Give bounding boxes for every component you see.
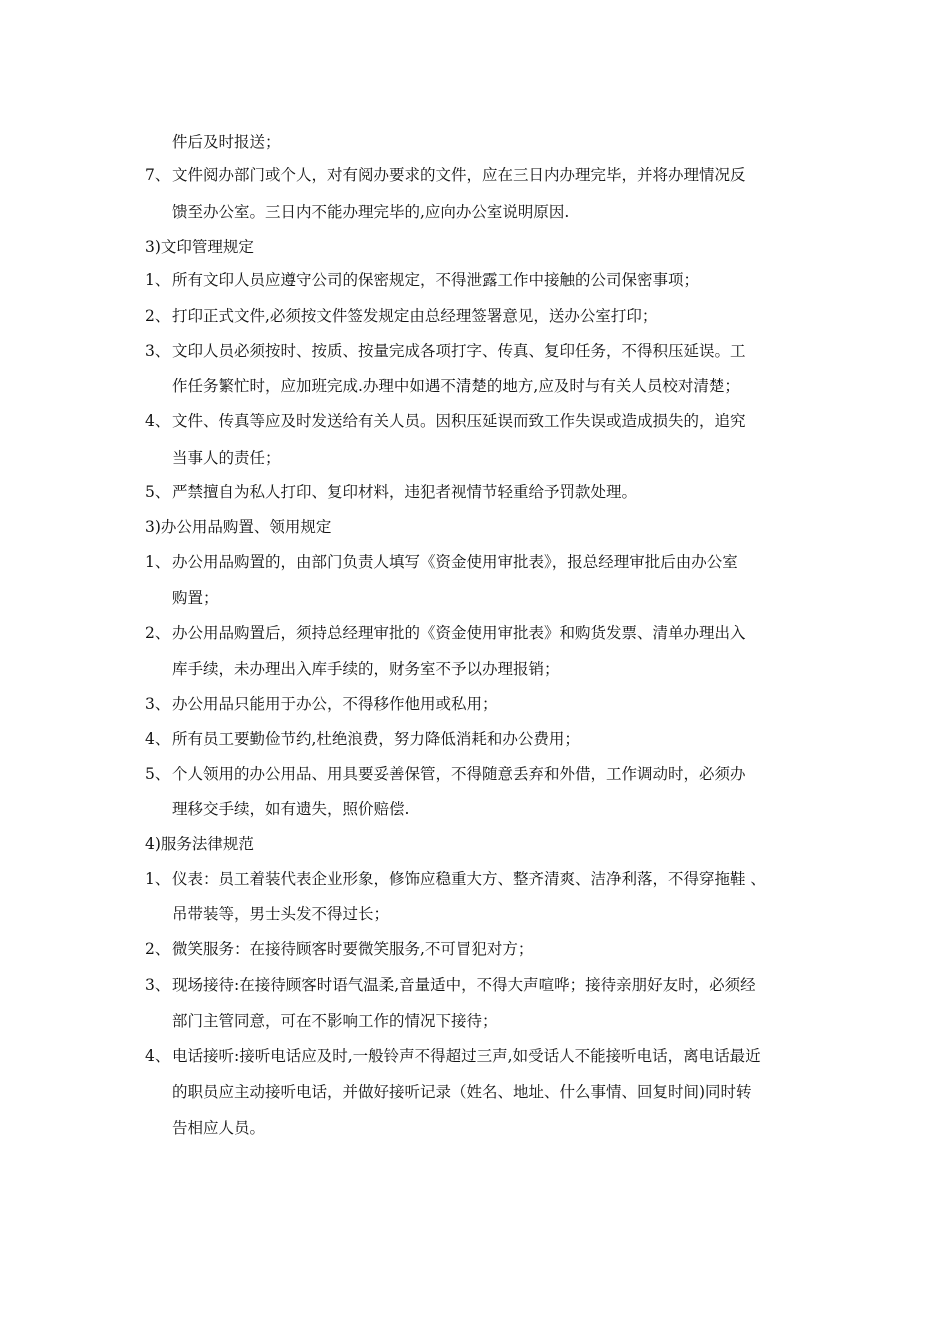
- list-number: 3、: [145, 342, 171, 360]
- paragraph-line: 部门主管同意，可在不影响工作的情况下接待；: [172, 1012, 498, 1030]
- paragraph-line: 作任务繁忙时，应加班完成.办理中如遇不清楚的地方,应及时与有关人员校对清楚；: [172, 377, 740, 395]
- paragraph-line: 仪表：员工着装代表企业形象，修饰应稳重大方、整齐清爽、洁净利落，不得穿拖鞋 、: [172, 870, 766, 888]
- paragraph-line: 库手续，未办理出入库手续的，财务室不予以办理报销；: [172, 660, 560, 678]
- paragraph-line: 所有文印人员应遵守公司的保密规定，不得泄露工作中接触的公司保密事项；: [172, 271, 700, 289]
- list-number: 3、: [145, 695, 171, 713]
- list-number: 2、: [145, 307, 171, 325]
- paragraph-line: 办公用品只能用于办公，不得移作他用或私用；: [172, 695, 498, 713]
- paragraph-line: 当事人的责任；: [172, 449, 281, 467]
- paragraph-line: 现场接待:在接待顾客时语气温柔,音量适中，不得大声喧哗；接待亲朋好友时，必须经: [172, 976, 756, 994]
- list-number: 4、: [145, 730, 171, 748]
- list-number: 2、: [145, 940, 171, 958]
- list-number: 2、: [145, 624, 171, 642]
- paragraph-line: 理移交手续，如有遗失，照价赔偿.: [172, 800, 410, 818]
- paragraph-line: 文件阅办部门或个人，对有阅办要求的文件，应在三日内办理完毕，并将办理情况反: [172, 166, 746, 184]
- paragraph-line: 严禁擅自为私人打印、复印材料，违犯者视情节轻重给予罚款处理。: [172, 483, 638, 501]
- section-heading: 4)服务法律规范: [145, 835, 254, 853]
- paragraph-line: 馈至办公室。三日内不能办理完毕的,应向办公室说明原因.: [172, 203, 570, 221]
- section-heading: 3)办公用品购置、领用规定: [145, 518, 332, 536]
- list-number: 1、: [145, 271, 171, 289]
- list-number: 5、: [145, 483, 171, 501]
- list-number: 4、: [145, 1047, 171, 1065]
- paragraph-line: 件后及时报送；: [172, 133, 281, 151]
- section-heading: 3)文印管理规定: [145, 238, 254, 256]
- paragraph-line: 文件、传真等应及时发送给有关人员。因积压延误而致工作失误或造成损失的，追究: [172, 412, 746, 430]
- list-number: 4、: [145, 412, 171, 430]
- paragraph-line: 购置；: [172, 589, 219, 607]
- paragraph-line: 电话接听:接听电话应及时,一般铃声不得超过三声,如受话人不能接听电话，离电话最近: [172, 1047, 761, 1065]
- list-number: 3、: [145, 976, 171, 994]
- list-number: 1、: [145, 553, 171, 571]
- list-number: 7、: [145, 166, 171, 184]
- list-number: 1、: [145, 870, 171, 888]
- paragraph-line: 的职员应主动接听电话，并做好接听记录（姓名、地址、什么事情、回复时间)同时转: [172, 1083, 752, 1101]
- paragraph-line: 所有员工要勤俭节约,杜绝浪费，努力降低消耗和办公费用；: [172, 730, 580, 748]
- paragraph-line: 吊带装等，男士头发不得过长；: [172, 905, 390, 923]
- list-number: 5、: [145, 765, 171, 783]
- paragraph-line: 办公用品购置的，由部门负责人填写《资金使用审批表》，报总经理审批后由办公室: [172, 553, 738, 571]
- paragraph-line: 微笑服务：在接待顾客时要微笑服务,不可冒犯对方；: [172, 940, 534, 958]
- paragraph-line: 打印正式文件,必须按文件签发规定由总经理签署意见，送办公室打印；: [172, 307, 658, 325]
- paragraph-line: 文印人员必须按时、按质、按量完成各项打字、传真、复印任务，不得积压延误。工: [172, 342, 746, 360]
- paragraph-line: 办公用品购置后，须持总经理审批的《资金使用审批表》和购货发票、清单办理出入: [172, 624, 746, 642]
- paragraph-line: 个人领用的办公用品、用具要妥善保管，不得随意丢弃和外借，工作调动时，必须办: [172, 765, 746, 783]
- paragraph-line: 告相应人员。: [172, 1119, 266, 1137]
